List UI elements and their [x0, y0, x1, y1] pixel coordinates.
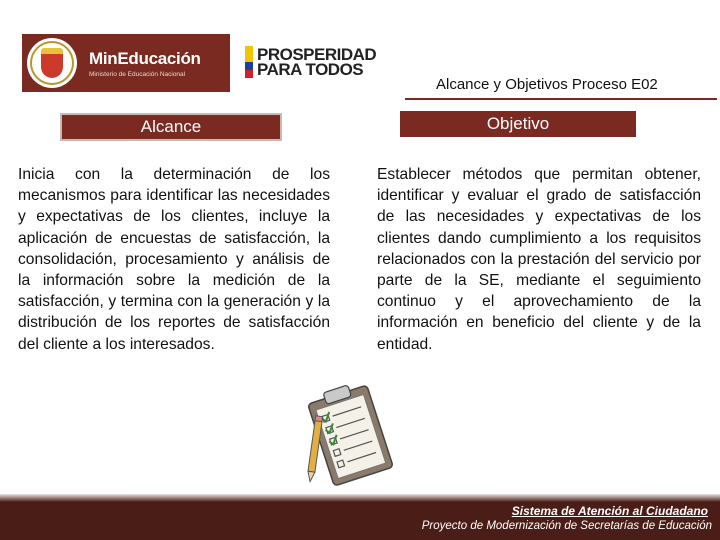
clipboard-checklist-icon — [293, 380, 403, 492]
footer-project-name: Proyecto de Modernización de Secretarías de Educación — [421, 520, 712, 532]
objetivo-text: Establecer métodos que permitan obtener, identificar y evaluar el grado de satisfacción de las necesidades y expectativas de los clientes dando cumplimiento a los requisitos relacionados con la prestación del servicio por parte de la SE, mediante el seguimiento continuo y el aprovechamiento de la información en beneficio del cliente y de la entidad. — [377, 166, 701, 353]
footer-system-name: Sistema de Atención al Ciudadano — [511, 504, 708, 518]
title-divider — [405, 98, 717, 100]
colombia-seal-icon — [27, 38, 77, 88]
logo-sub-text: Ministerio de Educación Nacional — [89, 70, 186, 78]
footer-fade — [0, 494, 720, 502]
page-title: Alcance y Objetivos Proceso E02 — [436, 76, 658, 93]
alcance-heading: Alcance — [60, 113, 282, 141]
prosperidad-line2: PARA TODOS — [257, 60, 364, 79]
mineducacion-logo — [22, 34, 230, 92]
logo-main-text: MinEducación — [89, 48, 201, 68]
prosperidad-logo — [245, 46, 376, 78]
colombia-flag-icon — [245, 46, 253, 78]
prosperidad-line1: PROSPERIDAD — [257, 45, 377, 64]
objetivo-heading: Objetivo — [400, 111, 636, 137]
alcance-text: Inicia con la determinación de los mecanismos para identificar las necesidades y expectativas de los clientes, incluye la aplicación de encuestas de satisfacción, la consolidación, procesamiento y análisis de la información sobre la medición de la satisfacción, y termina con la generación y la distribución de los reportes de satisfacción del cliente a los interesados. — [18, 166, 330, 353]
